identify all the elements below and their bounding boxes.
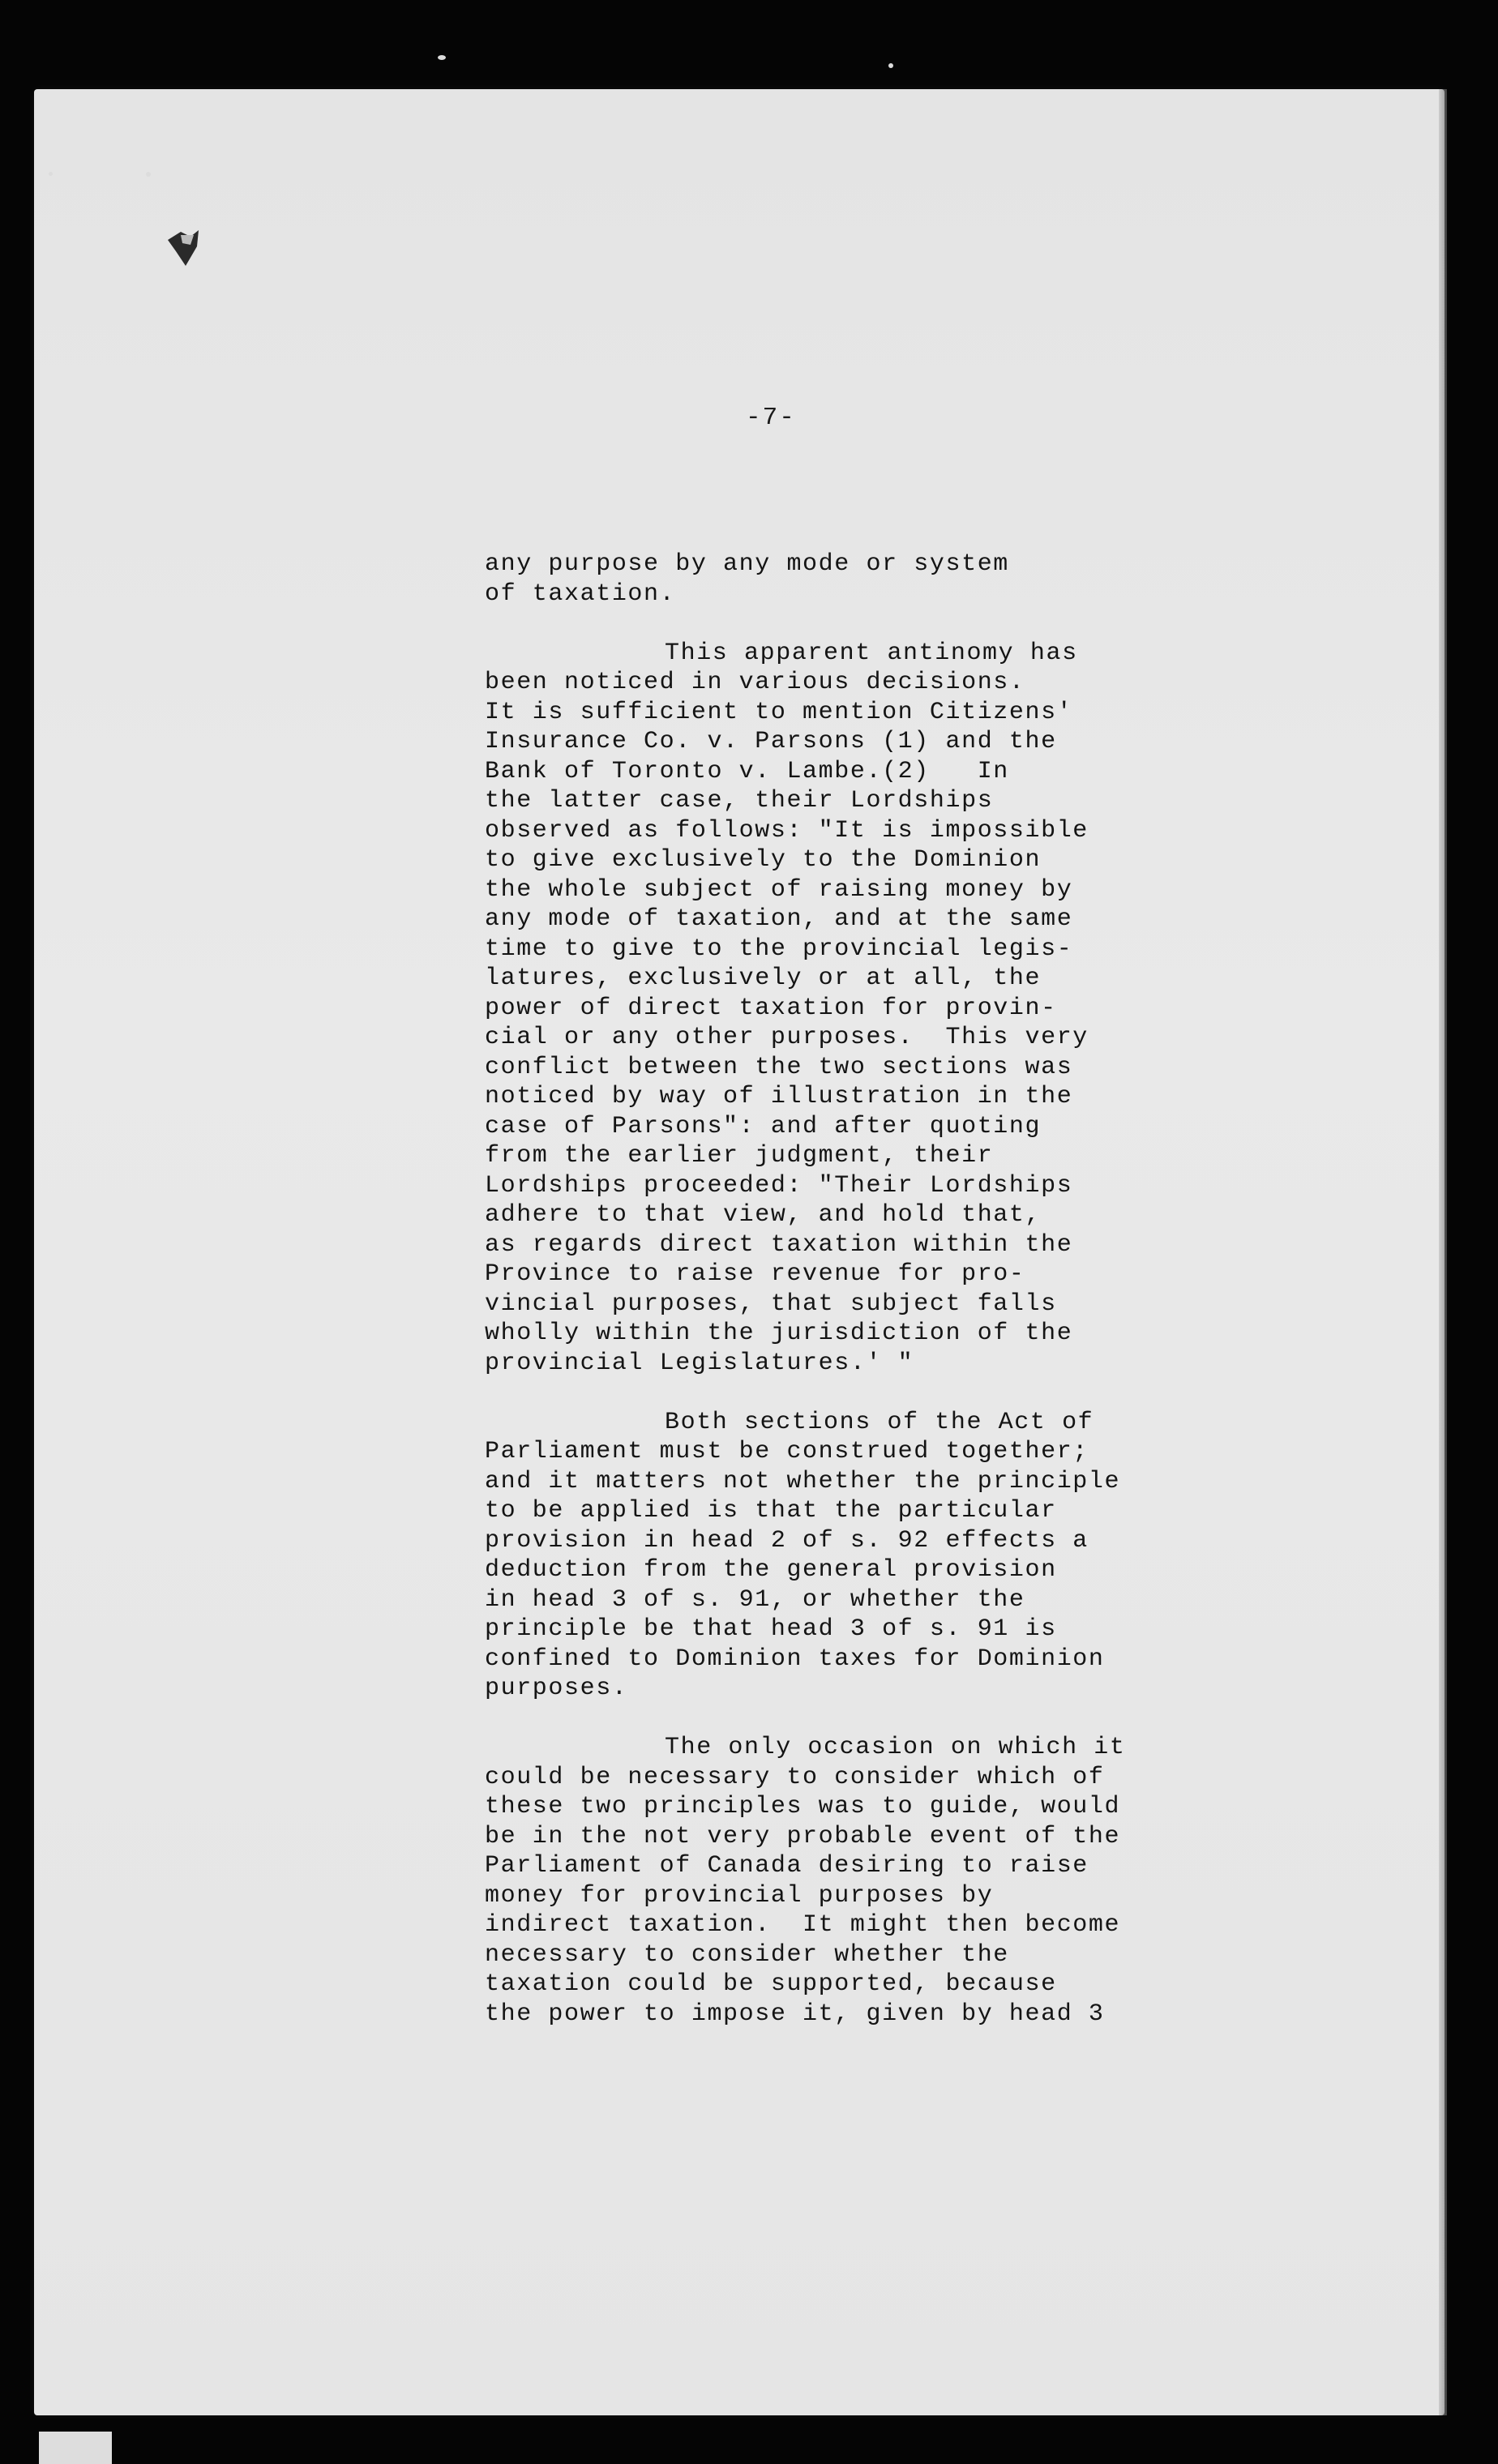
- text-line: Lordships proceeded: "Their Lordships: [485, 1171, 1073, 1200]
- paragraph: [485, 1408, 1295, 1704]
- text-line: in head 3 of s. 91, or whether the: [485, 1585, 1025, 1614]
- text-line: noticed by way of illustration in the: [485, 1083, 1073, 1110]
- text-line: to give exclusively to the Dominion: [485, 846, 1042, 874]
- text-line: wholly within the jurisdiction of the: [485, 1320, 1073, 1347]
- text-line: these two principles was to guide, would: [485, 1793, 1121, 1820]
- body-text: [485, 550, 1295, 2029]
- dust-speck: [146, 172, 151, 177]
- scan-tab-mark: [39, 2432, 112, 2464]
- text-line: the latter case, their Lordships: [485, 787, 994, 815]
- text-line: of taxation.: [485, 580, 676, 608]
- text-line: cial or any other purposes. This very: [485, 1024, 1089, 1051]
- text-line: provision in head 2 of s. 92 effects a: [485, 1526, 1089, 1555]
- paragraph-gap: [485, 1378, 1295, 1408]
- text-line: vincial purposes, that subject falls: [485, 1290, 1057, 1318]
- text-line: conflict between the two sections was: [485, 1053, 1073, 1081]
- text-line: This apparent antinomy has: [665, 639, 1078, 667]
- text-line: to be applied is that the particular: [485, 1497, 1057, 1525]
- text-line: time to give to the provincial legis-: [485, 935, 1073, 963]
- text-line: any purpose by any mode or system: [485, 550, 1009, 578]
- paragraph-gap: [485, 1704, 1295, 1734]
- text-line: confined to Dominion taxes for Dominion: [485, 1645, 1105, 1673]
- text-line: provincial Legislatures.' ": [485, 1349, 914, 1377]
- text-line: and it matters not whether the principle: [485, 1467, 1121, 1495]
- paragraph: [485, 1733, 1295, 2029]
- text-line: Insurance Co. v. Parsons (1) and the: [485, 728, 1057, 755]
- text-line: deduction from the general provision: [485, 1556, 1057, 1584]
- dust-speck: [438, 55, 446, 60]
- text-line: be in the not very probable event of the: [485, 1822, 1121, 1850]
- text-line: indirect taxation. It might then become: [485, 1911, 1121, 1939]
- text-line: Parliament must be construed together;: [485, 1438, 1089, 1465]
- text-line: adhere to that view, and hold that,: [485, 1201, 1042, 1229]
- dust-speck: [888, 63, 893, 68]
- text-line: as regards direct taxation within the: [485, 1230, 1073, 1259]
- text-line: the power to impose it, given by head 3: [485, 2000, 1105, 2028]
- text-line: any mode of taxation, and at the same: [485, 905, 1073, 933]
- text-line: power of direct taxation for provin-: [485, 994, 1057, 1022]
- text-line: money for provincial purposes by: [485, 1881, 994, 1910]
- text-line: principle be that head 3 of s. 91 is: [485, 1615, 1057, 1643]
- text-line: Province to raise revenue for pro-: [485, 1260, 1025, 1288]
- paragraph: [485, 550, 1295, 609]
- paper-edge-shadow: [1439, 89, 1447, 2415]
- text-line: been noticed in various decisions.: [485, 669, 1025, 696]
- text-line: It is sufficient to mention Citizens': [485, 698, 1073, 726]
- ink-blot: [166, 229, 203, 269]
- paragraph: [485, 639, 1295, 1379]
- page-number: -7-: [746, 404, 796, 432]
- text-line: taxation could be supported, because: [485, 1970, 1057, 1998]
- text-line: case of Parsons": and after quoting: [485, 1112, 1042, 1140]
- dust-speck: [49, 172, 53, 176]
- text-line: Bank of Toronto v. Lambe.(2) In: [485, 757, 1009, 785]
- text-line: Both sections of the Act of: [665, 1408, 1094, 1436]
- text-line: observed as follows: "It is impossible: [485, 816, 1089, 845]
- text-line: the whole subject of raising money by: [485, 875, 1073, 904]
- text-line: The only occasion on which it: [665, 1734, 1126, 1761]
- text-line: latures, exclusively or at all, the: [485, 965, 1042, 992]
- text-line: could be necessary to consider which of: [485, 1763, 1105, 1791]
- text-line: necessary to consider whether the: [485, 1940, 1009, 1969]
- text-line: Parliament of Canada desiring to raise: [485, 1852, 1089, 1880]
- text-line: purposes.: [485, 1675, 628, 1702]
- paragraph-gap: [485, 609, 1295, 639]
- text-line: from the earlier judgment, their: [485, 1142, 994, 1170]
